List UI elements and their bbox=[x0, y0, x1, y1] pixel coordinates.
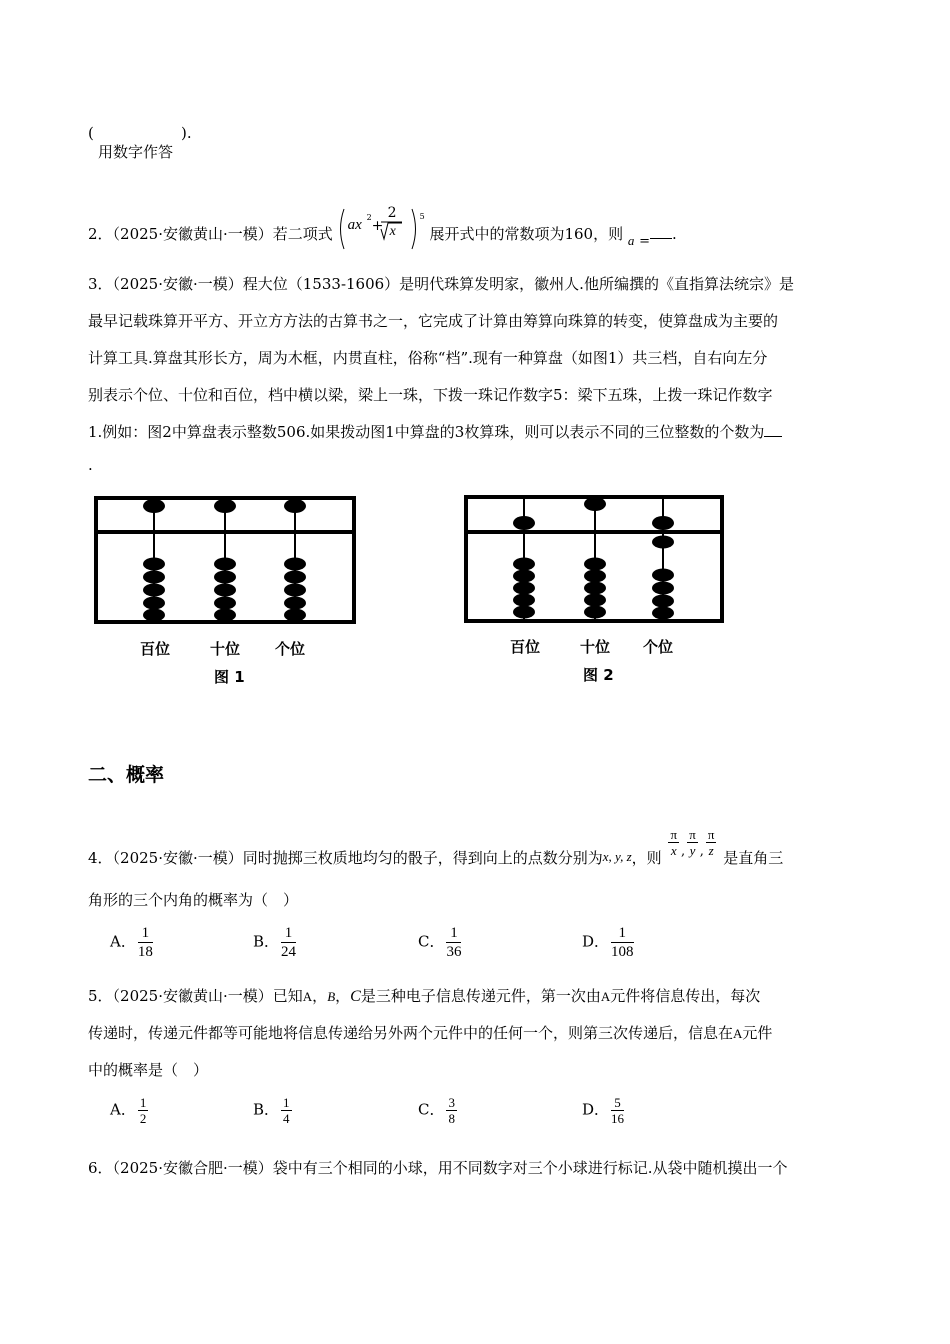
paren-close: ). bbox=[181, 124, 192, 142]
q5-option-b[interactable] bbox=[253, 1095, 294, 1126]
fraction-numerator: π bbox=[689, 827, 696, 842]
question-5-line-3: 中的概率是（ ） bbox=[88, 1061, 209, 1079]
answer-blank[interactable] bbox=[650, 224, 672, 239]
fraction-numerator: π bbox=[670, 827, 678, 842]
question-text: 已知 bbox=[272, 987, 303, 1005]
fraction-denominator: 24 bbox=[281, 944, 297, 960]
fig2-label-ones: 个位 bbox=[643, 638, 674, 656]
plus-sign: + bbox=[371, 218, 384, 234]
lower-bead[interactable] bbox=[652, 536, 674, 549]
option-label: B． bbox=[253, 932, 280, 951]
fig1-label-hundreds: 百位 bbox=[140, 640, 171, 658]
element-c: C bbox=[350, 988, 361, 1005]
lower-bead[interactable] bbox=[284, 609, 306, 622]
fraction-numerator: 3 bbox=[448, 1095, 455, 1110]
fraction-numerator: 5 bbox=[611, 1095, 624, 1111]
variables-xyz: x, y, z bbox=[602, 849, 632, 864]
lower-bead[interactable] bbox=[584, 570, 606, 583]
option-fraction bbox=[281, 1095, 292, 1126]
upper-bead[interactable] bbox=[584, 497, 606, 511]
lower-bead[interactable] bbox=[584, 594, 606, 607]
fig1-label-ones: 个位 bbox=[275, 640, 306, 658]
option-fraction bbox=[281, 924, 296, 961]
lower-bead[interactable] bbox=[214, 571, 236, 584]
fraction-numerator: 2 bbox=[387, 205, 397, 221]
question-4-line-2: 角形的三个内角的概率为（ ） bbox=[88, 891, 299, 909]
right-paren bbox=[412, 209, 416, 249]
question-2 bbox=[88, 205, 677, 257]
variable-a: a bbox=[627, 233, 635, 248]
angle-fraction-z bbox=[706, 827, 717, 858]
upper-bead[interactable] bbox=[284, 499, 306, 513]
abacus-figure-1 bbox=[92, 494, 362, 628]
angle-fraction-y bbox=[687, 827, 698, 858]
fraction-denominator: 8 bbox=[448, 1111, 455, 1126]
question-5-line-1 bbox=[88, 985, 760, 1006]
option-fraction bbox=[446, 1095, 457, 1126]
equals-sign: = bbox=[639, 234, 651, 249]
paren-open: ( bbox=[88, 124, 94, 142]
q5-option-d[interactable] bbox=[582, 1095, 626, 1126]
lower-bead[interactable] bbox=[143, 558, 165, 571]
option-fraction bbox=[138, 1095, 149, 1126]
section-title: 二、概率 bbox=[88, 764, 165, 786]
lower-beads-ones bbox=[284, 558, 306, 622]
q5-option-c[interactable] bbox=[418, 1095, 459, 1126]
fraction-denominator: 36 bbox=[446, 944, 462, 960]
lower-bead[interactable] bbox=[143, 597, 165, 610]
lower-bead[interactable] bbox=[513, 606, 535, 619]
fraction-numerator: 1 bbox=[138, 924, 153, 943]
option-label: C． bbox=[418, 1100, 445, 1119]
fraction-denominator: 108 bbox=[611, 944, 634, 960]
question-text: 展开式中的常数项为160，则 bbox=[429, 225, 624, 243]
comma: , bbox=[699, 844, 704, 859]
question-text: 袋中有三个相同的小球，用不同数字对三个小球进行标记.从袋中随机摸出一个 bbox=[272, 1159, 788, 1177]
lower-beads-ones bbox=[652, 536, 674, 620]
lower-bead[interactable] bbox=[143, 584, 165, 597]
separator: ， bbox=[335, 987, 351, 1005]
option-label: A． bbox=[110, 1100, 136, 1119]
question-3-line-1 bbox=[88, 273, 794, 294]
question-text: 元件 bbox=[742, 1024, 773, 1042]
option-label: B． bbox=[253, 1100, 280, 1119]
option-fraction bbox=[611, 924, 634, 961]
fraction-denominator: 4 bbox=[283, 1111, 290, 1126]
term-exponent: 2 bbox=[366, 213, 372, 222]
answer-note: 用数字作答 bbox=[98, 143, 174, 161]
abacus-figure-2 bbox=[462, 492, 728, 626]
fig2-label-tens: 十位 bbox=[580, 638, 611, 656]
power-exponent: 5 bbox=[419, 212, 425, 221]
option-fraction bbox=[446, 924, 461, 961]
lower-bead[interactable] bbox=[652, 582, 674, 595]
option-label: C． bbox=[418, 932, 445, 951]
left-paren bbox=[340, 209, 344, 249]
fig1-caption: 图 1 bbox=[214, 668, 245, 686]
question-source: （2025·安徽·一模） bbox=[112, 849, 243, 867]
question-text: 同时抛掷三枚质地均匀的骰子，得到向上的点数分别为 bbox=[242, 849, 603, 867]
lower-bead[interactable] bbox=[284, 584, 306, 597]
fraction-denominator: x bbox=[389, 224, 396, 239]
question-text: 元件将信息传出，每次 bbox=[610, 987, 761, 1005]
question-3-line-4: 别表示个位、十位和百位，档中横以梁，梁上一珠，下拨一珠记作数字5：梁下五珠，上拨一珠记作数字 bbox=[88, 386, 773, 404]
term-ax: ax bbox=[347, 217, 362, 233]
fraction-denominator: 2 bbox=[139, 1111, 147, 1126]
question-5-line-2 bbox=[88, 1022, 772, 1043]
fraction-numerator: 1 bbox=[281, 924, 296, 943]
fig1-label-tens: 十位 bbox=[210, 640, 241, 658]
separator: ， bbox=[312, 987, 328, 1005]
lower-bead[interactable] bbox=[584, 606, 606, 619]
lower-beads-hundreds bbox=[143, 558, 165, 622]
q4-option-c[interactable] bbox=[418, 924, 463, 961]
question-number: 6． bbox=[88, 1159, 113, 1177]
question-text: 若二项式 bbox=[272, 225, 333, 243]
q4-option-d[interactable] bbox=[582, 924, 636, 961]
lower-bead[interactable] bbox=[284, 597, 306, 610]
lower-bead[interactable] bbox=[214, 609, 236, 622]
fig2-label-hundreds: 百位 bbox=[510, 638, 541, 656]
lower-bead[interactable] bbox=[214, 597, 236, 610]
question-number: 5． bbox=[88, 987, 113, 1005]
question-number: 4． bbox=[88, 849, 113, 867]
lower-bead[interactable] bbox=[513, 594, 535, 607]
question-text: 传递时，传递元件都等可能地将信息传递给另外两个元件中的任何一个，则第三次传递后，信息在 bbox=[88, 1024, 734, 1042]
lower-bead[interactable] bbox=[513, 558, 535, 571]
lower-bead[interactable] bbox=[584, 558, 606, 571]
lower-beads-tens bbox=[214, 558, 236, 622]
lower-bead[interactable] bbox=[513, 582, 535, 595]
option-fraction bbox=[611, 1095, 624, 1126]
lower-bead[interactable] bbox=[652, 595, 674, 608]
question-3-line-3: 计算工具.算盘其形长方，周为木框，内贯直柱，俗称“档”.现有一种算盘（如图1）共三档，自右向左分 bbox=[88, 349, 768, 367]
question-text: ，则 bbox=[631, 849, 662, 867]
lower-bead[interactable] bbox=[143, 571, 165, 584]
option-label: A． bbox=[110, 932, 136, 951]
upper-bead[interactable] bbox=[513, 516, 535, 530]
lower-beads-hundreds bbox=[513, 558, 535, 619]
fraction-denominator: x bbox=[670, 843, 677, 858]
element-b: B bbox=[327, 989, 336, 1004]
question-text: 1.例如：图2中算盘表示整数506.如果拨动图1中算盘的3枚算珠，则可以表示不同的三位整数的个数为 bbox=[88, 423, 765, 441]
fraction-numerator: 1 bbox=[283, 1095, 290, 1110]
question-3-line-5 bbox=[88, 421, 782, 442]
element-a: A bbox=[302, 989, 313, 1004]
upper-bead[interactable] bbox=[652, 516, 674, 530]
binomial-expression bbox=[338, 205, 420, 257]
lower-bead[interactable] bbox=[284, 571, 306, 584]
q4-option-b[interactable] bbox=[253, 924, 298, 961]
fig2-caption: 图 2 bbox=[583, 666, 614, 684]
question-text: 是直角三 bbox=[723, 849, 784, 867]
lower-bead[interactable] bbox=[284, 558, 306, 571]
lower-bead[interactable] bbox=[513, 570, 535, 583]
lower-bead[interactable] bbox=[584, 582, 606, 595]
question-6-line-1 bbox=[88, 1157, 788, 1178]
period: . bbox=[672, 225, 677, 243]
lower-beads-tens bbox=[584, 558, 606, 619]
question-text: 是三种电子信息传递元件，第一次由 bbox=[360, 987, 601, 1005]
question-3-line-6: . bbox=[88, 456, 93, 474]
upper-bead[interactable] bbox=[214, 499, 236, 513]
answer-blank[interactable] bbox=[764, 422, 782, 437]
question-3-line-2: 最早记载珠算开平方、开立方方法的古算书之一，它完成了计算由筹算向珠算的转变，使算盘成为主要的 bbox=[88, 312, 779, 330]
fraction-denominator: z bbox=[708, 843, 714, 858]
comma: , bbox=[681, 844, 686, 859]
q5-option-a[interactable] bbox=[110, 1095, 150, 1126]
fraction-numerator: π bbox=[707, 827, 715, 842]
option-fraction bbox=[138, 924, 153, 961]
fraction-numerator: 1 bbox=[139, 1095, 147, 1110]
lower-bead[interactable] bbox=[214, 558, 236, 571]
element-a: A bbox=[600, 989, 611, 1004]
element-a: A bbox=[733, 1026, 743, 1041]
question-source: （2025·安徽合肥·一模） bbox=[112, 1159, 273, 1177]
question-text: 程大位（1533-1606）是明代珠算发明家，徽州人.他所编撰的《直指算法统宗》是 bbox=[242, 275, 794, 293]
question-source: （2025·安徽·一模） bbox=[112, 275, 243, 293]
angle-fraction-x bbox=[668, 827, 679, 858]
question-number: 2． bbox=[88, 225, 113, 243]
upper-bead[interactable] bbox=[143, 499, 165, 513]
lower-bead[interactable] bbox=[143, 609, 165, 622]
fraction-denominator: 18 bbox=[137, 944, 153, 960]
fraction-numerator: 1 bbox=[611, 924, 634, 943]
option-label: D． bbox=[582, 1100, 610, 1119]
question-number: 3． bbox=[88, 275, 113, 293]
fraction-denominator: 16 bbox=[611, 1111, 625, 1126]
option-label: D． bbox=[582, 932, 610, 951]
question-source: （2025·安徽黄山·一模） bbox=[112, 225, 273, 243]
lower-bead[interactable] bbox=[214, 584, 236, 597]
question-4-line-1 bbox=[88, 827, 783, 868]
lower-bead[interactable] bbox=[652, 607, 674, 620]
question-source: （2025·安徽黄山·一模） bbox=[112, 987, 273, 1005]
lower-bead[interactable] bbox=[652, 569, 674, 582]
fraction-denominator: y bbox=[689, 843, 696, 858]
q4-option-a[interactable] bbox=[110, 924, 155, 961]
fraction-numerator: 1 bbox=[446, 924, 461, 943]
